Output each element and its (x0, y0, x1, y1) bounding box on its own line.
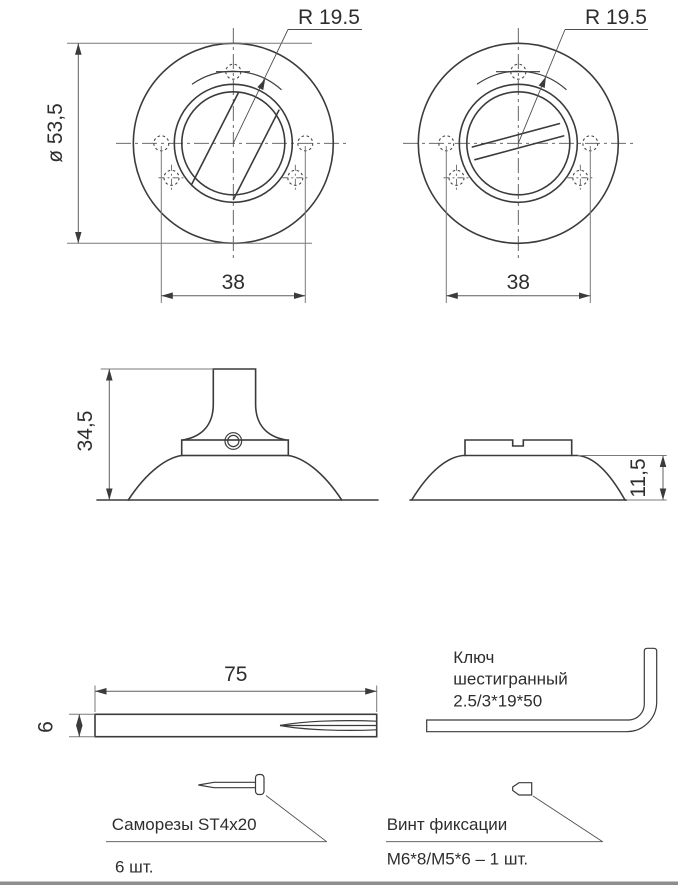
set-screw-spec: М6*8/М5*6 – 1 шт. (386, 849, 529, 869)
hex-key-label-line1: Ключ (453, 648, 495, 667)
hex-key-drawing (427, 648, 657, 732)
turn-slot-edge (192, 93, 238, 184)
screws-label: Саморезы ST4x20 (111, 815, 257, 834)
bottom-border-bar (0, 882, 678, 885)
set-screw-label: Винт фиксации (386, 815, 508, 834)
dim-label-rosette-height: 11,5 (627, 458, 650, 498)
release-slot-edge (475, 136, 564, 160)
dim-label-spacing-left: 38 (221, 271, 245, 294)
spindle-drawing (35, 663, 377, 737)
dim-label-radius-right: R 19.5 (585, 6, 647, 29)
dim-label-spacing-right: 38 (506, 271, 530, 294)
dim-label-diameter: ø 53,5 (44, 103, 67, 163)
set-screw-hole-inner (228, 435, 239, 446)
knob-stem (183, 369, 286, 440)
radius-arc (477, 71, 567, 90)
set-screw-leader-line (533, 796, 603, 842)
set-screw-drawing (386, 783, 603, 869)
hex-key-label-line3: 2.5/3*19*50 (453, 691, 543, 711)
dim-label-knob-height: 34,5 (74, 410, 97, 452)
dim-label-radius-left: R 19.5 (298, 6, 360, 29)
spindle-slot-upper (280, 721, 377, 726)
turn-slot-edge (234, 110, 279, 199)
set-screw-outline (513, 783, 532, 795)
dome-profile-left (128, 456, 181, 501)
release-disc-with-notch (465, 440, 572, 456)
screws-leader-line (266, 796, 327, 842)
radius-arc (192, 71, 282, 90)
screw-shaft (198, 782, 255, 787)
dim-label-spindle-length: 75 (224, 663, 248, 686)
side-view-release-rosette (410, 440, 667, 500)
dome-profile (412, 456, 625, 501)
screws-drawing (106, 775, 327, 877)
side-view-turn-knob (74, 369, 378, 500)
knob-collar (182, 440, 289, 456)
front-view-turn-side (44, 6, 362, 303)
dome-profile-right (288, 456, 341, 501)
dim-label-spindle-thickness: 6 (34, 721, 58, 733)
hex-key-label-line2: шестигранный (453, 669, 568, 689)
spindle-slot-lower (280, 726, 377, 731)
screw-head (256, 775, 265, 795)
front-view-release-side (403, 6, 648, 303)
screws-quantity: 6 шт. (115, 857, 154, 877)
